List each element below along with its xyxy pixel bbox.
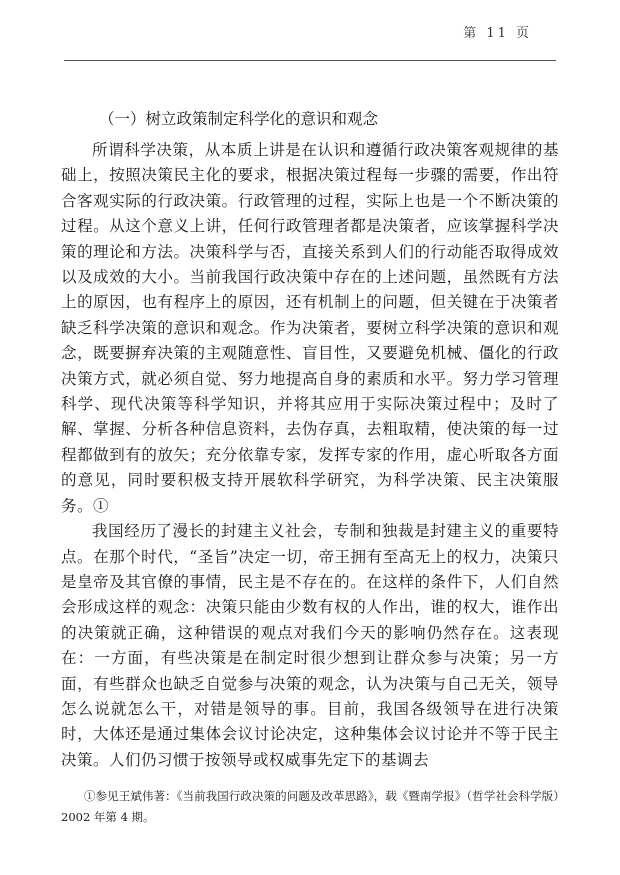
paragraph-1: 所谓科学决策，从本质上讲是在认识和遵循行政决策客观规律的基础上，按照决策民主化的要求，根据决策过程每一步骤的需要，作出符合客观实际的行政决策。行政管理的过程，实际上也是一个不断决策的过程。从这个意义上讲，任何行政管理者都是决策者，应该掌握科学决策的理论和方法。决策科学与否，直接关系到人们的行动能否取得成效以及成效的大小。当前我国行政决策中存在的上述问题，虽然既有方法上的原因，也有程序上的原因，还有机制上的问题，但关键在于决策者缺乏科学决策的意识和观念。作为决策者，要树立科学决策的意识和观念，既要摒弃决策的主观随意性、盲目性，又要避免机械、僵化的行政决策方式，就必须自觉、努力地提高自身的素质和水平。努力学习管理科学、现代决策等科学知识，并将其应用于实际决策过程中；及时了解、掌握、分析各种信息资料，去伪存真，去粗取精，使决策的每一过程都做到有的放矢；充分依靠专家，发挥专家的作用，虚心听取各方面的意见，同时要积极支持开展软科学研究，为科学决策、民主决策服务。①	[61, 141, 559, 515]
section-title: （一）树立政策制定科学化的意识和观念	[99, 110, 379, 128]
document-body	[61, 106, 559, 773]
page-number: 第 11 页	[463, 26, 532, 41]
page-header	[64, 10, 556, 61]
footnote: ①参见王斌伟著：《当前我国行政决策的问题及改革思路》，载《暨南学报》（哲学社会科学版）2002 年第 4 期。	[61, 789, 559, 824]
paragraph-2: 我国经历了漫长的封建主义社会，专制和独裁是封建主义的重要特点。在那个时代，“圣旨”决定一切，帝王拥有至高无上的权力，决策只是皇帝及其官僚的事情，民主是不存在的。在这样的条件下，人们自然会形成这样的观念：决策只能由少数有权的人作出，谁的权大，谁作出的决策就正确，这种错误的观点对我们今天的影响仍然存在。这表现在：一方面，有些决策是在制定时很少想到让群众参与决策；另一方面，有些群众也缺乏自觉参与决策的观念，认为决策与自己无关，领导怎么说就怎么干，对错是领导的事。目前，我国各级领导在进行决策时，大体还是通过集体会议讨论决定，这种集体会议讨论并不等于民主决策。人们仍习惯于按领导或权威事先定下的基调去	[61, 522, 559, 769]
